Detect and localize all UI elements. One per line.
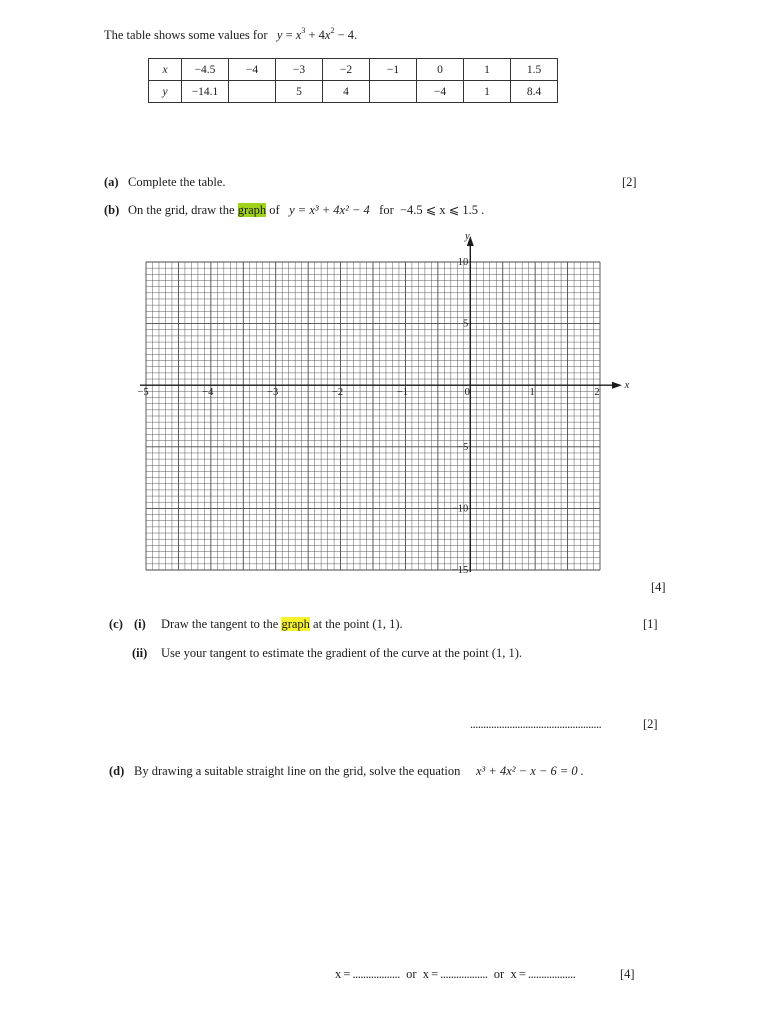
part-d-text: By drawing a suitable straight line on the grid, solve the equation	[134, 764, 461, 778]
part-b-text-for: for	[379, 203, 394, 217]
intro-eq-y: y	[276, 28, 283, 42]
x-tick-label: −2	[331, 387, 344, 399]
part-a-text: Complete the table.	[128, 175, 226, 189]
part-c-ii-answer-line[interactable]: ..................................................	[470, 717, 602, 731]
x-tick-label: −5	[137, 387, 149, 399]
table-cell-y: 1	[464, 81, 511, 103]
answer-x3[interactable]: x = ..................	[510, 967, 576, 981]
part-b-text-of: of	[269, 203, 280, 217]
x-axis-label: x	[624, 380, 630, 392]
table-cell-y: −4	[417, 81, 464, 103]
part-b-text-pre: On the grid, draw the	[128, 203, 235, 217]
part-a-marks: [2]	[622, 175, 637, 189]
part-c-i-label: (i)	[134, 617, 146, 631]
table-cell-x: 0	[417, 59, 464, 81]
intro-eq-tail: − 4.	[334, 28, 358, 42]
x-tick-label: 0	[464, 387, 470, 399]
y-tick-label: 5	[463, 318, 469, 330]
part-c-ii-marks: [2]	[643, 717, 658, 731]
intro-eq-x3: x	[295, 28, 302, 42]
x-tick-label: −1	[396, 387, 409, 399]
table-cell-x: −1	[370, 59, 417, 81]
table-cell-y: 4	[323, 81, 370, 103]
part-c-i-text-pre: Draw the tangent to the	[161, 617, 279, 631]
y-tick-label: −10	[451, 503, 469, 515]
y-tick-label: 10	[457, 257, 469, 268]
table-cell-x: 1	[464, 59, 511, 81]
intro-eq-x2: x	[324, 28, 331, 42]
table-cell-x: −3	[276, 59, 323, 81]
y-tick-label: −5	[457, 441, 469, 453]
graph-highlight: graph	[237, 203, 267, 217]
or-text: or	[493, 967, 505, 981]
graph-highlight: graph	[281, 617, 310, 631]
part-c-i-marks: [1]	[643, 617, 658, 631]
part-b-eq: y = x³ + 4x² − 4	[289, 203, 370, 217]
answer-x2[interactable]: x = ..................	[422, 967, 488, 981]
part-c-i-line	[161, 618, 403, 631]
intro-lead: The table shows some values for	[104, 28, 268, 42]
intro-eq-eq: =	[282, 28, 296, 42]
part-c-ii-text: Use your tangent to estimate the gradient of the curve at the point (1, 1).	[161, 646, 522, 660]
table-cell-y: 5	[276, 81, 323, 103]
y-tick-label: −15	[451, 565, 469, 576]
intro-eq-exp3: 3	[301, 26, 306, 35]
part-d-marks: [4]	[620, 967, 635, 981]
x-axis-arrow-icon	[612, 382, 622, 389]
part-d-label: (d)	[109, 764, 125, 778]
table-cell-y: −14.1	[182, 81, 229, 103]
table-cell-x: −4.5	[182, 59, 229, 81]
part-c-i-text-post: at the point (1, 1).	[313, 617, 403, 631]
table-row-y-label: y	[149, 81, 182, 103]
part-c-label: (c)	[109, 617, 123, 631]
part-c-ii-label: (ii)	[132, 646, 148, 660]
table-row-x-label: x	[149, 59, 182, 81]
part-d-eq: x³ + 4x² − x − 6 = 0 .	[476, 764, 584, 778]
part-b-range: −4.5 ⩽ x ⩽ 1.5 .	[400, 203, 485, 217]
intro-eq-exp2: 2	[330, 26, 335, 35]
table-cell-x: 1.5	[511, 59, 558, 81]
part-b-label: (b)	[104, 203, 120, 217]
part-a-label: (a)	[104, 175, 119, 189]
x-tick-label: 2	[594, 387, 600, 399]
table-cell-y: 8.4	[511, 81, 558, 103]
y-axis-label: y	[464, 231, 470, 242]
part-b-marks: [4]	[651, 580, 666, 594]
answer-x1[interactable]: x = ..................	[335, 967, 400, 981]
or-text: or	[406, 967, 417, 981]
table-cell-x: −2	[323, 59, 370, 81]
x-tick-label: −3	[267, 387, 279, 399]
x-tick-label: 1	[529, 387, 535, 399]
x-tick-label: −4	[202, 387, 214, 399]
part-d-answers	[335, 968, 575, 981]
intro-eq-plus: + 4	[305, 28, 325, 42]
table-cell-x: −4	[229, 59, 276, 81]
